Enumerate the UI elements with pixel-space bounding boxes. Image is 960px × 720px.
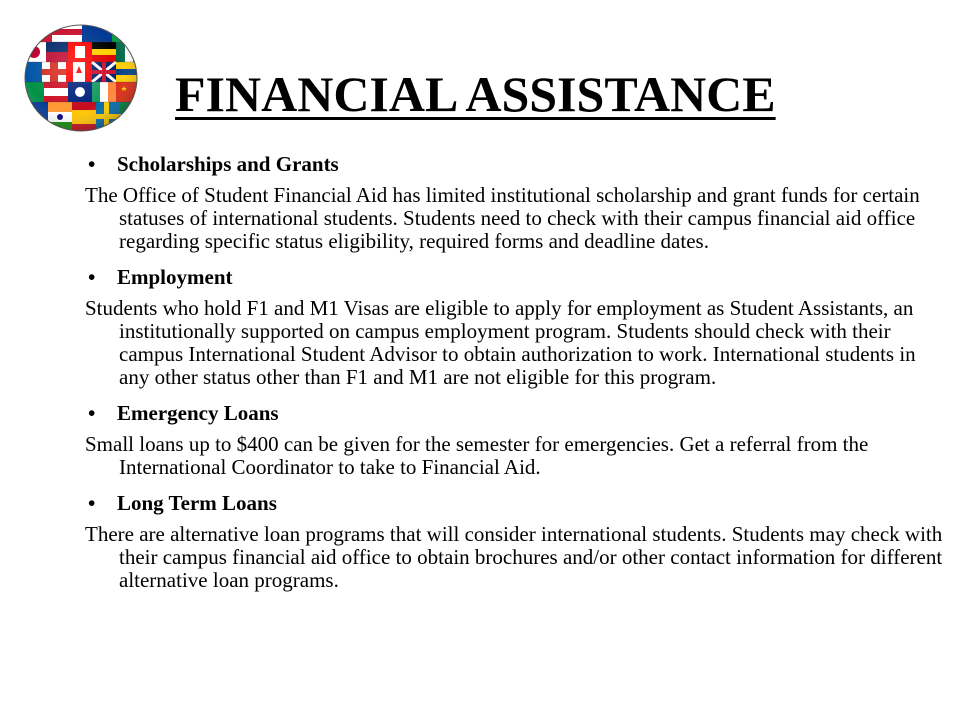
section-heading-text: Emergency Loans (117, 401, 279, 425)
section-heading-text: Scholarships and Grants (117, 152, 339, 176)
section-body-emergency-loans: Small loans up to $400 can be given for the semester for emergencies. Get a referral from the International Coordinator to take to Financial Aid. (85, 432, 869, 479)
section-heading-emergency-loans (85, 402, 945, 425)
bullet-icon: • (88, 491, 96, 515)
section-body-long-term-loans: There are alternative loan programs that will consider international students. Students may check with their campus financial aid office to obtain brochures and/or other contact information for different alternative loan programs. (85, 522, 943, 592)
section-heading-long-term-loans (85, 492, 945, 515)
bullet-icon: • (88, 152, 96, 176)
section-heading-scholarships (85, 153, 945, 176)
bullet-icon: • (88, 265, 96, 289)
world-flags-globe-icon (22, 22, 140, 134)
section-body-employment: Students who hold F1 and M1 Visas are eligible to apply for employment as Student Assistants, an institutionally supported on campus employment program. Students should check with their campus International Student Advisor to obtain authorization to work. International students in any other status other than F1 and M1 are not eligible for this program. (85, 296, 916, 389)
section-body-scholarships: The Office of Student Financial Aid has limited institutional scholarship and grant funds for certain statuses of international students. Students need to check with their campus financial aid office regarding specific status eligibility, required forms and deadline dates. (85, 183, 920, 253)
section-heading-text: Long Term Loans (117, 491, 277, 515)
slide-content (85, 153, 945, 605)
section-heading-text: Employment (117, 265, 233, 289)
section-heading-employment (85, 266, 945, 289)
slide-title: FINANCIAL ASSISTANCE (175, 66, 776, 122)
bullet-icon: • (88, 401, 96, 425)
